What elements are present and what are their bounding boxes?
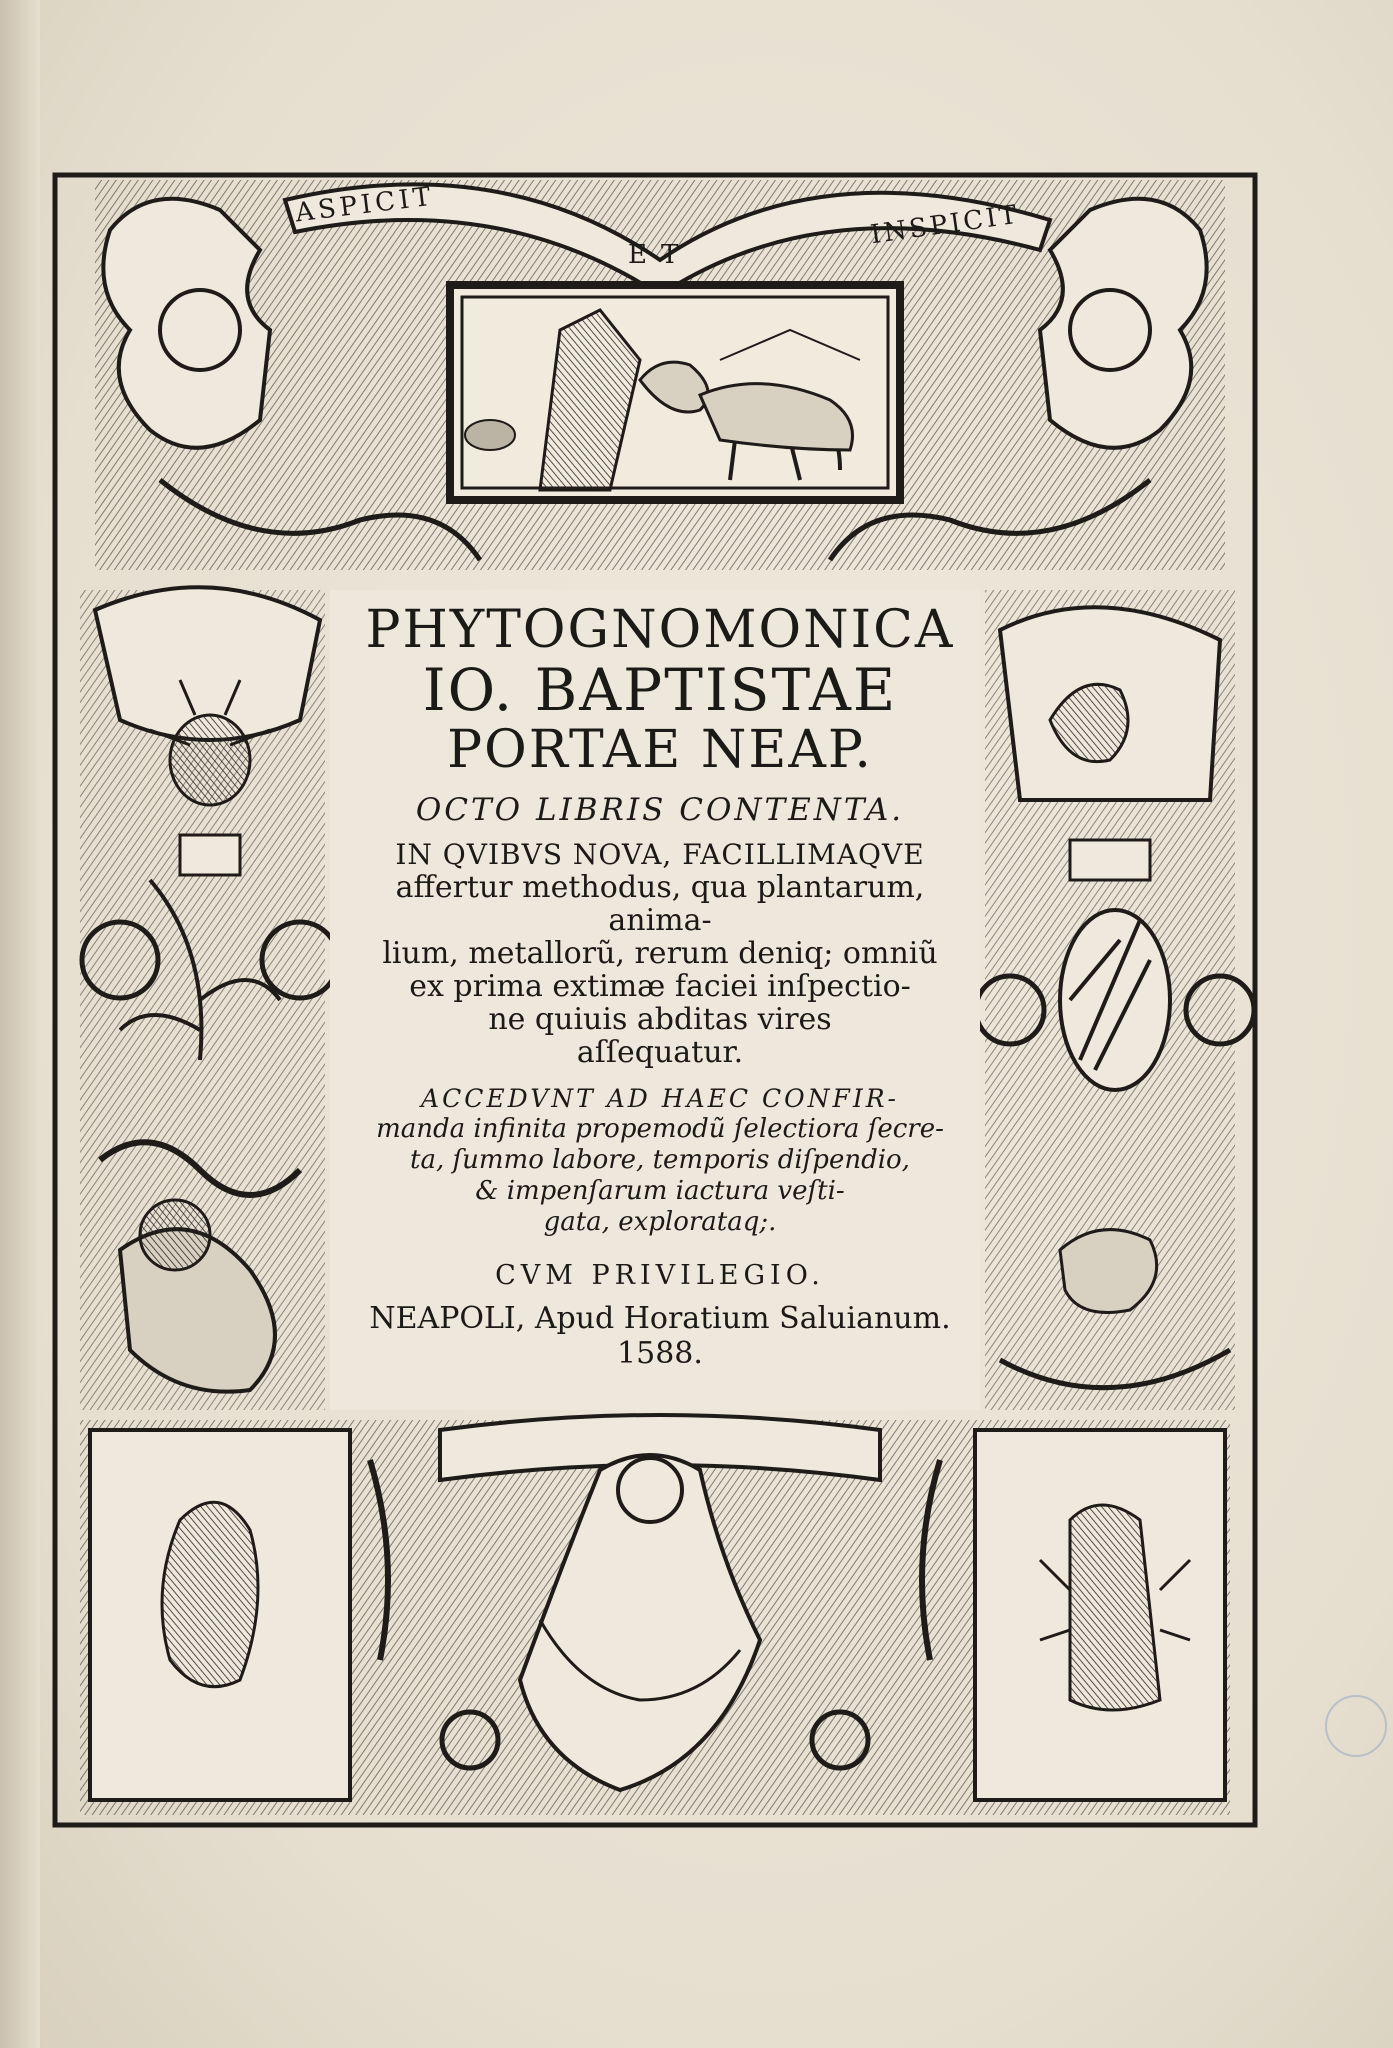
accedunt-line-2: manda infinita propemodũ ſelectiora ſecre-: [376, 1114, 944, 1144]
motto-middle: ET: [628, 240, 693, 270]
accedunt: [340, 1083, 980, 1238]
description-line-6: aſſequatur.: [576, 1035, 744, 1070]
privilege: CVM PRIVILEGIO.: [495, 1260, 825, 1291]
title-text-block: [340, 600, 980, 1371]
lynx-emblem: [450, 285, 900, 500]
accedunt-line-4: & impenſarum iactura veſti-: [475, 1176, 845, 1206]
description-line-1: IN QVIBVS NOVA, FACILLIMAQVE: [395, 838, 925, 871]
description-line-5: ne quiuis abditas vires: [488, 1002, 832, 1037]
accedunt-line-1: ACCEDVNT AD HAEC CONFIR-: [421, 1084, 899, 1113]
description-line-4: ex prima extimæ faciei inſpectio-: [409, 969, 911, 1004]
description-line-3: lium, metallorũ, rerum deniq; omniũ: [382, 936, 938, 971]
right-column: [976, 590, 1254, 1410]
title-line-2: IO. BAPTISTAE: [422, 656, 898, 724]
subtitle: OCTO LIBRIS CONTENTA.: [415, 792, 905, 828]
title-line-1: PHYTOGNOMONICA: [365, 600, 955, 660]
motto-right: INSPICIT: [868, 199, 1022, 251]
bottom-band: [80, 1415, 1230, 1815]
left-column: [80, 587, 338, 1410]
description-line-2: affertur methodus, qua plantarum, anima-: [395, 870, 925, 938]
description: [340, 838, 980, 1069]
library-stamp: [1325, 1695, 1387, 1757]
imprint: NEAPOLI, Apud Horatium Saluianum. 1588.: [369, 1301, 951, 1371]
accedunt-line-3: ta, ſummo labore, temporis diſpendio,: [410, 1145, 910, 1175]
accedunt-line-5: gata, explorataq;.: [543, 1207, 777, 1237]
title-line-3: PORTAE NEAP.: [447, 720, 873, 780]
motto-left: ASPICIT: [293, 181, 437, 229]
